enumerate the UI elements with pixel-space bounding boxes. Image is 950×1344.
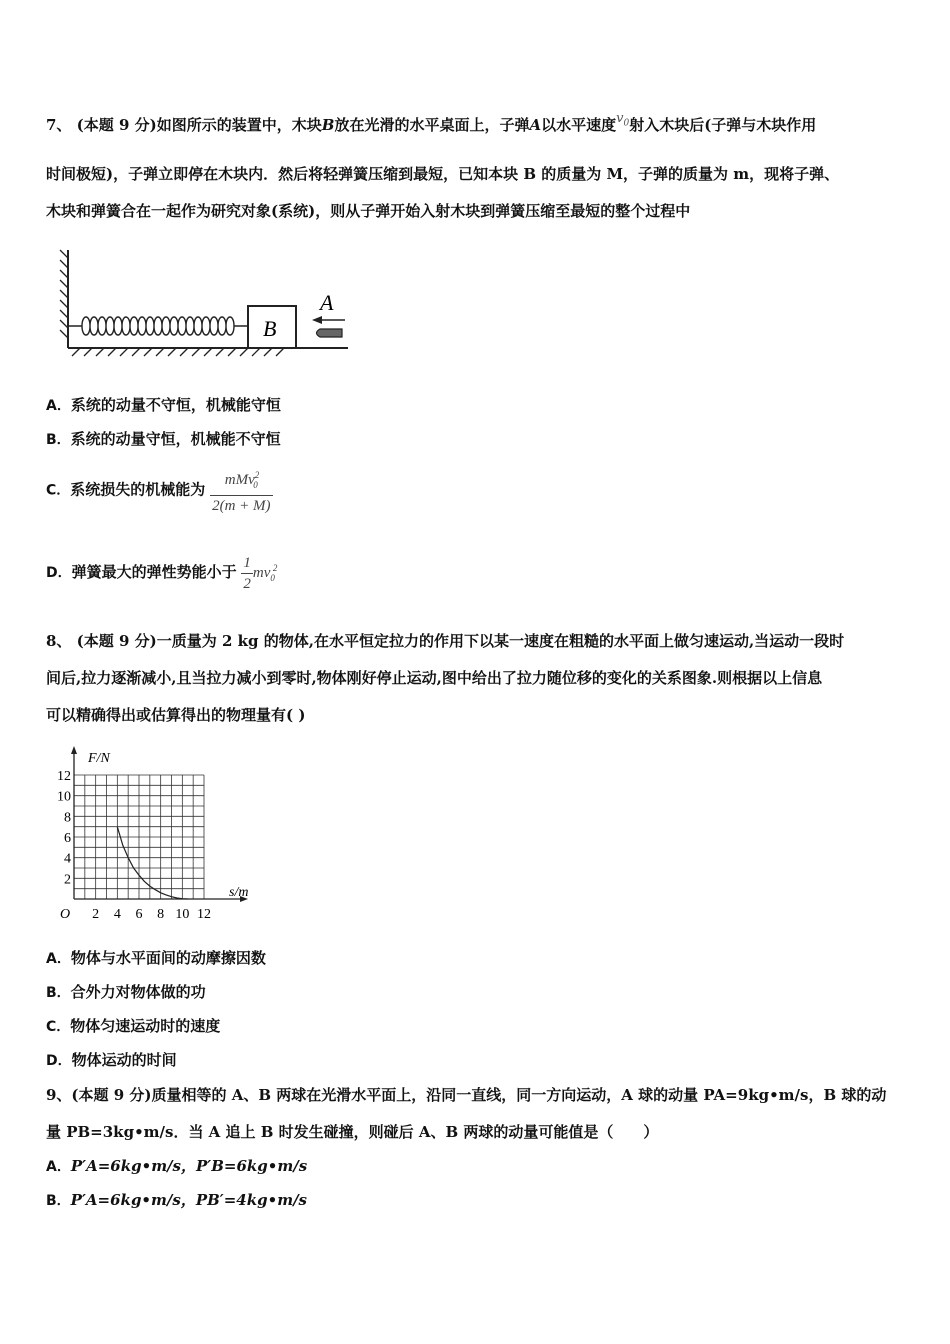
q8-option-a[interactable]: A．物体与水平面间的动摩擦因数 [46,949,266,967]
y-tick-label: 10 [57,789,71,805]
q7-v0: $v_0$ [616,111,630,129]
wall-hatch [60,250,68,338]
q7-b: B [321,116,335,134]
q7-a: A [529,116,542,134]
x-axis-label: s/m [229,885,249,900]
q7-option-b[interactable]: B．系统的动量守恒，机械能不守恒 [46,430,281,448]
q9-option-b[interactable]: B．P′A=6kg•m/s，PB′=4kg•m/s [46,1191,307,1209]
q7-line1d: 射入木块后(子弹与木块作用 [629,116,817,134]
q7-line1c: 以水平速度 [541,116,617,134]
q7-line-1 [46,111,817,143]
x-tick-label: 6 [135,907,143,922]
origin-label: O [60,907,71,922]
x-tick-label: 12 [197,907,211,922]
q7-option-c[interactable]: C．系统损失的机械能为 $\frac{mMv^2_0}{2(m + M)}$ [46,465,273,516]
q8-option-d[interactable]: D．物体运动的时间 [46,1051,177,1069]
block-label: B [263,316,277,341]
spring-block-figure [58,248,353,360]
q8-line-1: 8、 (本题 9 分)一质量为 2 kg 的物体,在水平恒定拉力的作用下以某一速度在粗糙的水平面上做匀速运动,当运动一段时 [46,632,845,650]
q8-option-b[interactable]: B．合外力对物体做的功 [46,983,206,1001]
bullet [317,329,343,337]
y-tick-label: 8 [64,810,71,826]
x-tick-label: 8 [157,907,165,922]
ground-hatch [72,348,284,356]
y-tick-label: 6 [64,831,71,846]
y-tick-label: 2 [64,872,71,888]
q7-option-d-tail: $mv_0^2$ [252,563,278,583]
x-tick-label: 10 [175,907,190,922]
q8-line-3: 可以精确得出或估算得出的物理量有( ) [46,706,306,724]
bullet-label: A [320,290,334,315]
force-displacement-chart [52,742,272,927]
q9-option-a[interactable]: A．P′A=6kg•m/s，P′B=6kg•m/s [46,1157,308,1175]
q9-line-2: 量 PB=3kg•m/s．当 A 追上 B 时发生碰撞，则碰后 A、B 两球的动量可能值是（ ） [46,1123,659,1141]
q7-option-a[interactable]: A．系统的动量不守恒，机械能守恒 [46,396,281,414]
arrow-head [312,316,322,324]
y-tick-label: 12 [57,769,71,784]
y-axis-arrow [71,746,77,754]
x-tick-label: 2 [92,907,100,922]
q7-option-c-fraction: $\frac{mMv^2_0}{2(m + M)}$ [212,470,271,514]
q8-line-2: 间后,拉力逐渐减小,且当拉力减小到零时,物体刚好停止运动,图中给出了拉力随位移的变化的关系图象.则根据以上信息 [46,669,823,687]
x-tick-label: 4 [113,907,121,922]
y-tick-label: 4 [64,851,71,867]
y-axis-label: F/N [88,751,110,766]
q7-line-3: 木块和弹簧合在一起作为研究对象(系统)，则从子弹开始入射木块到弹簧压缩至最短的整个过程中 [46,202,691,220]
q7-line1a: 7、 (本题 9 分)如图所示的装置中，木块 [46,116,322,134]
q8-option-c[interactable]: C．物体匀速运动时的速度 [46,1017,221,1035]
q9-line-1: 9、(本题 9 分)质量相等的 A、B 两球在光滑水平面上，沿同一直线，同一方向运动，A 球的动量 PA=9kg•m/s，B 球的动 [46,1086,887,1104]
spring [68,317,248,335]
chart-grid [74,775,204,899]
q7-line1b: 放在光滑的水平桌面上，子弹 [334,116,530,134]
q7-option-d-fraction: $\frac{1}{2}$ [243,554,251,592]
q7-line-2: 时间极短)，子弹立即停在木块内．然后将轻弹簧压缩到最短，已知本块 B 的质量为 M，子弹的质量为 m，现将子弹、 [46,165,840,183]
q7-option-d[interactable]: D．弹簧最大的弹性势能小于 $\frac{1}{2}$ $mv_0^2$ [46,554,278,592]
